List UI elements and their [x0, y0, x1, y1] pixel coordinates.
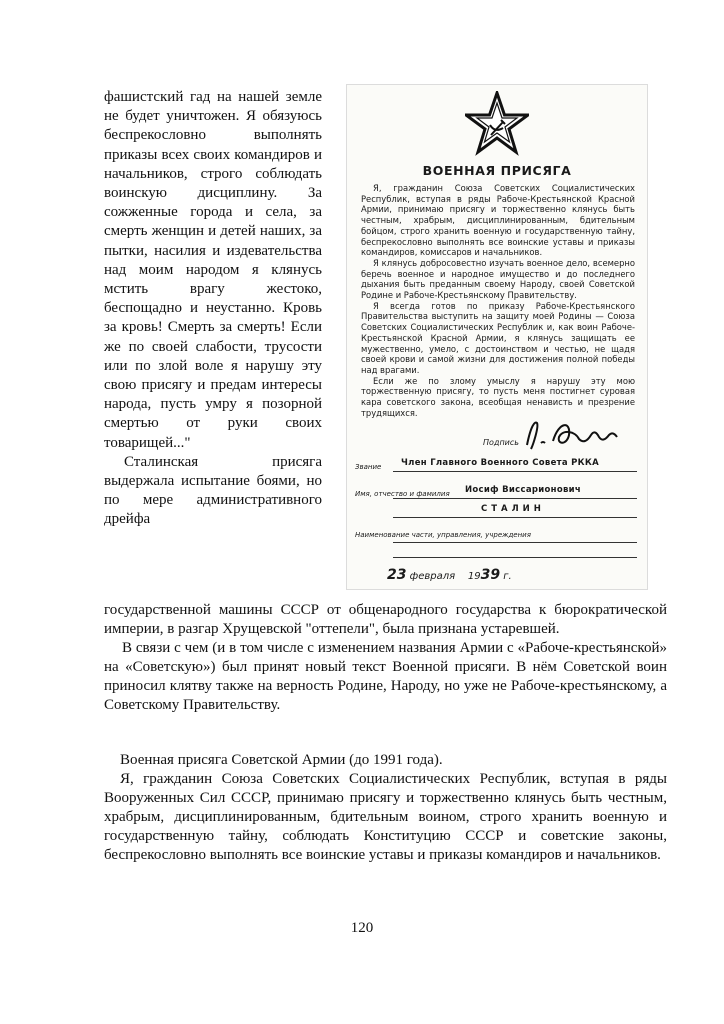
paragraph-soviet-army-oath: Я, гражданин Союза Советских Социалистических Республик, вступая в ряды Вооруженных Сил СССР, принимаю присягу и торжественно клянусь быть честным, храбрым, дисциплинированным, бдительным воином, строго хранить военную и государственную тайну, соблюдать Конституцию СССР и советские законы, беспрекословно выполнять все воинские уставы и приказы командиров и начальников. [104, 771, 667, 864]
name-underline [393, 498, 637, 499]
date-day: 23 [387, 567, 407, 583]
unit-label: Наименование части, управления, учреждения [355, 531, 531, 539]
signature-label: Подпись [483, 438, 519, 447]
red-star-emblem-icon [465, 91, 529, 157]
page-number: 120 [350, 920, 374, 936]
document-body [361, 183, 635, 418]
left-text-column [104, 88, 322, 530]
document-date [387, 567, 512, 583]
handwritten-signature-icon [519, 415, 629, 453]
paragraph-oath-end: фашистский гад на нашей земле не будет уничтожен. Я обязуюсь беспрекословно выполнять приказы всех своих командиров и начальников, строго соблюдать воинскую дисциплину. За сожженные города и села, за смерть женщин и детей наших, за пытки, насилия и издевательства над моим народом я клянусь мстить врагу жестоко, беспощадно и неустанно. Кровь за кровь! Смерть за смерть! Если же по своей слабости, трусости или по злой воле я нарушу эту свою присягу и предам интересы народа, пусть умру я позорной смертью от руки своих товарищей..." [104, 89, 322, 451]
surname-underline [393, 517, 637, 518]
oath-paragraph-3: Я всегда готов по приказу Рабоче-Крестьянского Правительства выступить на защиту моей Родины — Союза Советских Социалистических Республик и, как воин Рабоче-Крестьянской Красной Армии, я клянусь защищать ее мужественно, умело, с достоинством и честью, не щадя своей крови и самой жизни для достижения полной победы над врагами. [361, 300, 635, 375]
full-width-text [104, 601, 667, 715]
date-suffix: г. [503, 571, 512, 582]
unit-underline [393, 542, 637, 543]
paragraph-new-oath-intro: В связи с чем (и в том числе с изменением названия Армии с «Рабоче-крестьянской» на «Советскую») был принят новый текст Военной присяги. В нём Советской воин приносил клятву также на верность Родине, Народу, но уже не Рабоче-крестьянскому, а Советскому Правительству. [104, 640, 667, 713]
document-title: ВОЕННАЯ ПРИСЯГА [422, 163, 572, 178]
paragraph-stalin-oath-end: государственной машины СССР от общенародного государства к бюрократической империи, в разгар Хрущевской "оттепели", была признана устаревшей. [104, 602, 667, 637]
oath-paragraph-1: Я, гражданин Союза Советских Социалистических Республик, вступая в ряды Рабоче-Крестьянской Красной Армии, принимаю присягу и торжественно клянусь быть честным, храбрым, дисциплинированным, бдительным бойцом, строго хранить военную и государственную тайну, беспрекословно выполнять все воинские уставы и приказы командиров, комиссаров и начальников. [361, 183, 635, 258]
paragraph-stalin-oath-start: Сталинская присяга выдержала испытание боями, но по мере административного дрейфа [104, 453, 322, 528]
surname-value: СТАЛИН [481, 504, 545, 514]
name-label: Имя, отчество и фамилия [355, 490, 450, 498]
oath-paragraph-2: Я клянусь добросовестно изучать военное дело, всемерно беречь военное и народное имущество и до последнего дыхания быть преданным своему Народу, своей Советской Родине и Рабоче-Крестьянскому Правительству. [361, 257, 635, 301]
date-month: февраля [409, 571, 456, 582]
subheading-soviet-army-oath: Военная присяга Советской Армии (до 1991 года). [120, 752, 443, 768]
date-year-prefix: 19 [467, 571, 481, 582]
rank-value: Член Главного Военного Совета РККА [401, 458, 600, 468]
oath-paragraph-4: Если же по злому умыслу я нарушу эту мою торжественную присягу, то пусть меня постигнет суровая кара советского закона, всеобщая ненависть и презрение трудящихся. [361, 375, 635, 418]
unit-underline-2 [393, 557, 637, 558]
date-year: 39 [480, 567, 501, 583]
rank-label: Звание [355, 463, 382, 471]
scanned-oath-document [346, 84, 648, 590]
rank-underline [393, 471, 637, 472]
name-value: Иосиф Виссарионович [465, 485, 582, 495]
